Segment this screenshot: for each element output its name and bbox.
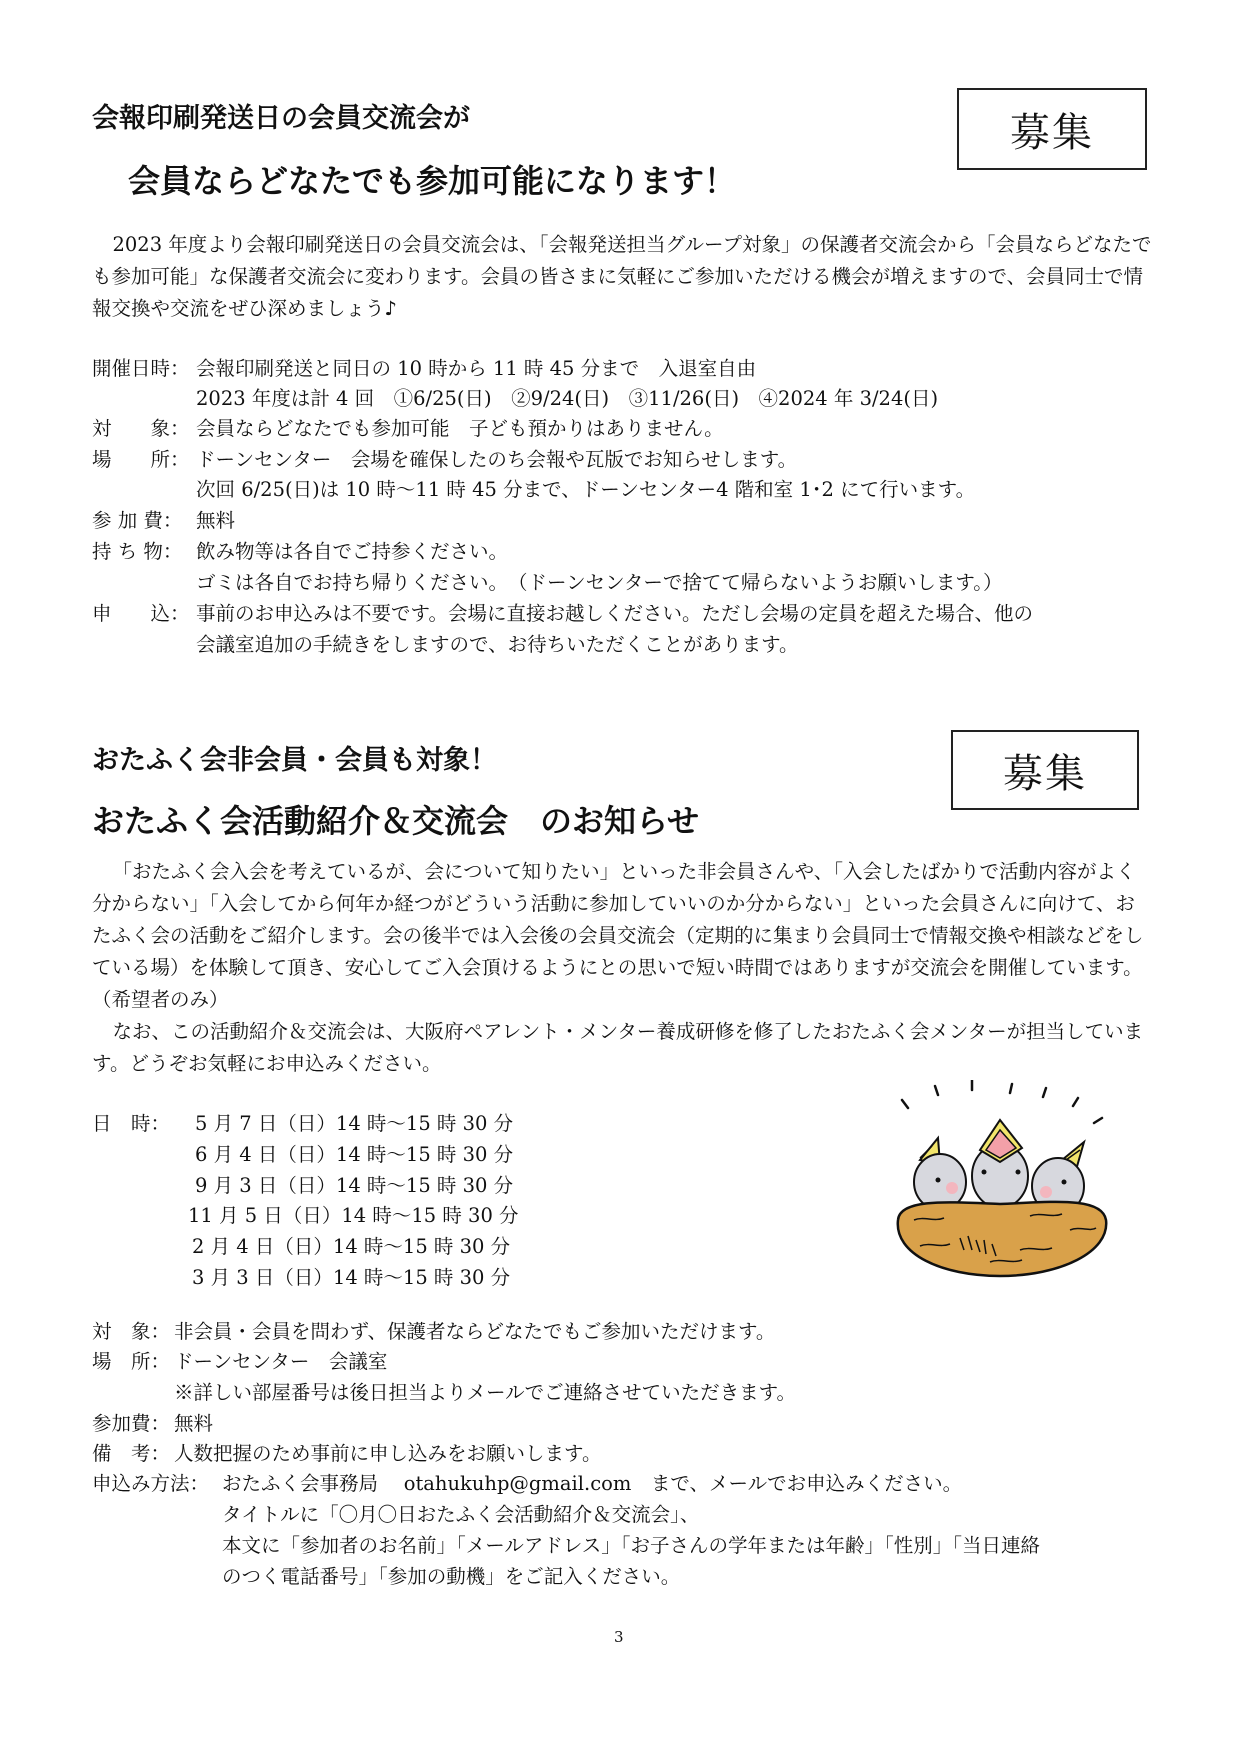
section2-intro <box>92 856 1152 1080</box>
section1-intro <box>92 229 1152 325</box>
target-label: 対 象： <box>92 417 190 440</box>
method-value-2: タイトルに「〇月〇日おたふく会活動紹介＆交流会」、 <box>222 1503 700 1526</box>
place-value: ドーンセンター 会議室 <box>174 1350 388 1373</box>
bird-middle-icon <box>972 1120 1028 1208</box>
fee-value: 無料 <box>196 509 236 532</box>
target-value: 会員ならどなたでも参加可能 子ども預かりはありません。 <box>196 417 724 440</box>
fee-value: 無料 <box>174 1412 214 1435</box>
target-label: 対 象： <box>92 1320 171 1343</box>
schedule-date: 9 月 3 日（日）14 時～15 時 30 分 <box>195 1174 514 1197</box>
bird-left-icon <box>914 1138 966 1210</box>
place-note: ※詳しい部屋番号は後日担当よりメールでご連絡させていただきます。 <box>174 1381 797 1404</box>
fee-label: 参 加 費： <box>92 509 183 532</box>
apply-label: 申 込： <box>92 602 190 625</box>
nest-icon <box>898 1202 1106 1276</box>
section1-intro-text: 2023 年度より会報印刷発送日の会員交流会は、「会報発送担当グループ対象」の保護者交流会から「会員ならどなたでも参加可能」な保護者交流会に変わります。会員の皆さまに気軽にご参加いただける機会が増えますので、会員同士で情報交換や交流をぜひ深めましょう♪ <box>92 233 1152 320</box>
baby-birds-nest-illustration <box>880 1080 1120 1280</box>
schedule-date: 11 月 5 日（日）14 時～15 時 30 分 <box>188 1204 519 1227</box>
page-number: 3 <box>614 1628 624 1646</box>
section2-heading-1: おたふく会非会員・会員も対象！ <box>92 745 497 776</box>
datetime-label: 開催日時： <box>92 357 190 380</box>
place-value: ドーンセンター 会場を確保したのち会報や瓦版でお知らせします。 <box>196 448 798 471</box>
section2-recruit-badge: 募集 <box>951 730 1139 810</box>
schedule-date: 2 月 4 日（日）14 時～15 時 30 分 <box>192 1235 511 1258</box>
method-label: 申込み方法： <box>92 1472 210 1495</box>
section2-intro-text-1: 「おたふく会入会を考えているが、会について知りたい」といった非会員さんや、「入会したばかりで活動内容がよく分からない」「入会してから何年か経つがどういう活動に参加していいのか分からない」といった会員さんに向けて、おたふく会の活動をご紹介します。会の後半では入会後の会員交流会（定期的に集まり会員同士で情報交換や相談などをしている場）を体験して頂き、安心してご入会頂けるようにとの思いで短い時間ではありますが交流会を開催しています。（希望者のみ） <box>92 860 1144 1011</box>
place-label: 場 所： <box>92 448 190 471</box>
section1-heading-1: 会報印刷発送日の会員交流会が <box>92 103 470 134</box>
schedule-date: 6 月 4 日（日）14 時～15 時 30 分 <box>195 1143 514 1166</box>
apply-value: 事前のお申込みは不要です。会場に直接お越しください。ただし会場の定員を超えた場合、他の <box>196 602 1033 625</box>
datetime-value: 会報印刷発送と同日の 10 時から 11 時 45 分まで 入退室自由 <box>196 357 757 380</box>
remarks-label: 備 考： <box>92 1442 171 1465</box>
place-label: 場 所： <box>92 1350 171 1373</box>
schedule-date: 3 月 3 日（日）14 時～15 時 30 分 <box>192 1266 511 1289</box>
fee-label: 参加費： <box>92 1412 171 1435</box>
target-value: 非会員・会員を問わず、保護者ならどなたでもご参加いただけます。 <box>174 1320 776 1343</box>
bring-value: 飲み物等は各自でご持参ください。 <box>196 540 509 563</box>
bring-label: 持 ち 物： <box>92 540 183 563</box>
method-value-4: のつく電話番号」「参加の動機」をご記入ください。 <box>222 1565 681 1588</box>
section2-heading-2: おたふく会活動紹介＆交流会 のお知らせ <box>92 802 700 840</box>
apply-value-2: 会議室追加の手続きをしますので、お待ちいただくことがあります。 <box>196 633 799 656</box>
section1-recruit-badge: 募集 <box>957 88 1147 170</box>
section1-heading-2: 会員ならどなたでも参加可能になります！ <box>128 162 737 200</box>
schedule-date: 5 月 7 日（日）14 時～15 時 30 分 <box>195 1112 514 1135</box>
method-value-3: 本文に「参加者のお名前」「メールアドレス」「お子さんの学年または年齢」「性別」「当日連絡 <box>222 1534 1041 1557</box>
method-value: おたふく会事務局 otahukuhp@gmail.com まで、メールでお申込みください。 <box>222 1472 963 1495</box>
excitement-lines-icon <box>902 1080 1102 1123</box>
section2-intro-text-2: なお、この活動紹介＆交流会は、大阪府ペアレント・メンター養成研修を修了したおたふく会メンターが担当しています。どうぞお気軽にお申込みください。 <box>92 1020 1144 1075</box>
place-value-2: 次回 6/25(日)は 10 時～11 時 45 分まで、ドーンセンター4 階和室 1･2 にて行います。 <box>196 478 976 501</box>
datetime-value-2: 2023 年度は計 4 回 ①6/25(日) ②9/24(日) ③11/26(日) ④2024 年 3/24(日) <box>196 387 939 410</box>
bring-value-2: ゴミは各自でお持ち帰りください。 （ドーンセンターで捨てて帰らないようお願いします。） <box>196 571 1003 594</box>
schedule-label: 日 時： <box>92 1112 171 1135</box>
remarks-value: 人数把握のため事前に申し込みをお願いします。 <box>174 1442 602 1465</box>
